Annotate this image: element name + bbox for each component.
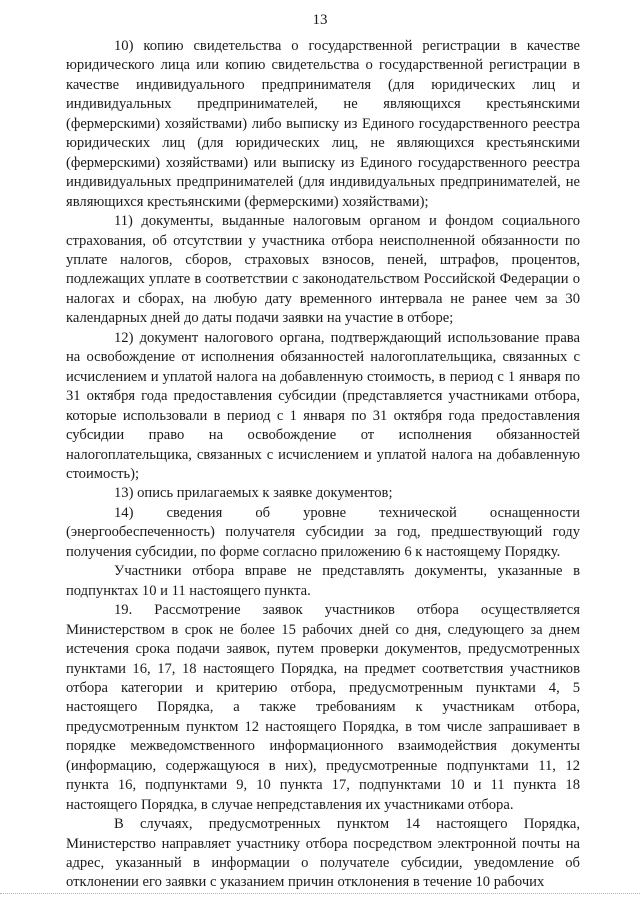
paragraph-item-11: 11) документы, выданные налоговым органом и фондом социального страхования, об отсутствии у участника отбора неисполненной обязанности по уплате налогов, сборов, страховых взносов, пеней, штрафов, процентов, подлежащих уплате в соответствии с законодательством Российской Федерации о налогах и сборах, на любую дату временного интервала не ранее чем за 30 календарных дней до даты подачи заявки на участие в отборе; (66, 213, 580, 327)
page-number: 13 (312, 12, 328, 28)
document-body (66, 37, 580, 893)
paragraph-rejection-cases: В случаях, предусмотренных пунктом 14 настоящего Порядка, Министерство направляет участнику отбора посредством электронной почты на адрес, указанный в информации о получателе субсидии, уведомление об отклонении его заявки с указанием причин отклонения в течение 10 рабочих (66, 816, 580, 891)
paragraph-section-19: 19. Рассмотрение заявок участников отбора осуществляется Министерством в срок не более 15 рабочих дней со дня, следующего за днем истечения срока подачи заявок, путем проверки документов, предусмотренных пунктами 16, 17, 18 настоящего Порядка, на предмет соответствия участников отбора категории и критерию отбора, предусмотренным пунктами 4, 5 настоящего Порядка, а также требованиям к участникам отбора, предусмотренным пунктом 12 настоящего Порядка, в том числе запрашивает в порядке межведомственного информационного взаимодействия документы (информацию, содержащуюся в них), предусмотренные подпунктами 11, 12 пункта 16, подпунктами 9, 10 пункта 17, подпунктами 10 и 11 пункта 18 настоящего Порядка, в случае непредставления их участниками отбора. (66, 602, 580, 813)
paragraph-item-10: 10) копию свидетельства о государственной регистрации в качестве юридического лица или копию свидетельства о государственной регистрации в качестве индивидуального предпринимателя (для юридических лиц и индивидуальных предпринимателей, не являющихся крестьянскими (фермерскими) хозяйствами) либо выписку из Единого государственного реестра юридических лиц (для юридических лиц, не являющихся крестьянскими (фермерскими) хозяйствами) или выписку из Единого государственного реестра индивидуальных предпринимателей (для индивидуальных предпринимателей, не являющихся крестьянскими (фермерскими) хозяйствами); (66, 38, 580, 210)
paragraph-item-12: 12) документ налогового органа, подтверждающий использование права на освобождение от исполнения обязанностей налогоплательщика, связанных с исчислением и уплатой налога на добавленную стоимость, в период с 1 января по 31 октября года предоставления субсидии (представляется участниками отбора, которые использовали в период с 1 января по 31 октября года предоставления субсидии право на освобождение от исполнения обязанностей налогоплательщика, связанных с исчислением и уплатой налога на добавленную стоимость); (66, 329, 580, 482)
paragraph-item-13: 13) опись прилагаемых к заявке документов; (114, 485, 393, 502)
paragraph-note: Участники отбора вправе не представлять документы, указанные в подпунктах 10 и 11 настоящего пункта. (66, 563, 580, 599)
scan-edge-line (0, 893, 640, 894)
paragraph-item-14: 14) сведения об уровне технической оснащенности (энергообеспеченность) получателя субсидии за год, предшествующий году получения субсидии, по форме согласно приложению 6 к настоящему Порядку. (66, 504, 580, 560)
